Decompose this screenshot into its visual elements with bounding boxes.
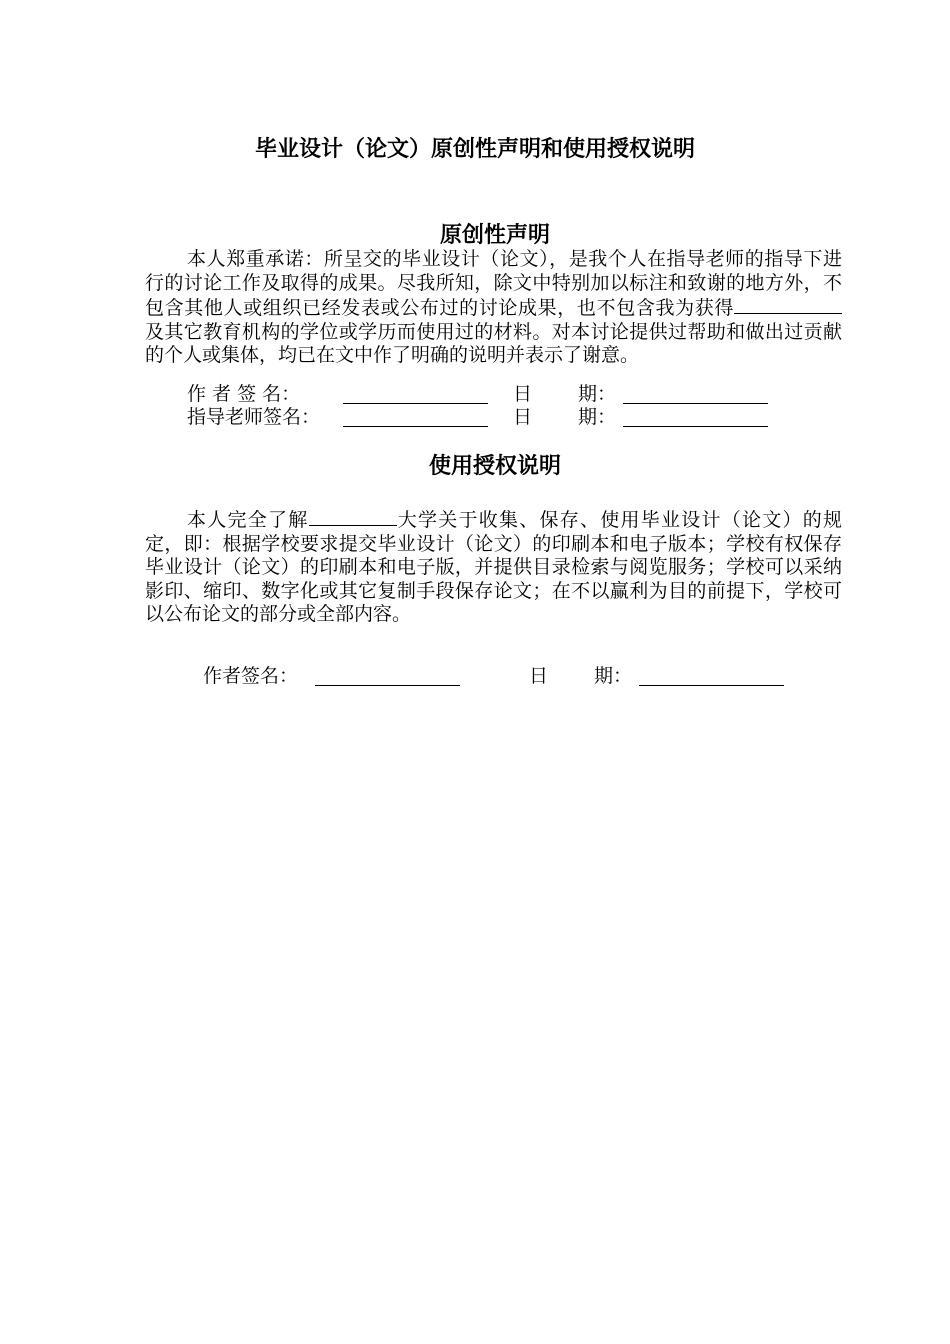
author-date-label-ri: 日 [513, 383, 533, 405]
university-name-blank[interactable] [309, 507, 397, 526]
authorization-sign-line[interactable] [315, 685, 460, 686]
authorization-date-label-ri: 日 [529, 665, 549, 687]
originality-heading: 原创性声明 [439, 223, 550, 248]
degree-institution-blank[interactable] [734, 295, 842, 314]
authorization-date-label-qi: 期： [594, 665, 633, 687]
author-date-line[interactable] [623, 403, 768, 404]
authorization-sign-label: 作者签名： [203, 665, 299, 687]
author-date-label-qi: 期： [578, 383, 617, 405]
authorization-text-before: 本人完全了解 [187, 509, 309, 531]
author-sign-label: 作 者 签 名： [187, 383, 301, 405]
authorization-date-line[interactable] [639, 685, 784, 686]
main-title: 毕业设计（论文）原创性声明和使用授权说明 [254, 137, 695, 162]
originality-text-after: 及其它教育机构的学位或学历而使用过的材料。对本讨论提供过帮助和做出过贡献的个人或集体，均已在文中作了明确的说明并表示了谢意。 [145, 320, 842, 366]
advisor-sign-label: 指导老师签名： [187, 406, 321, 428]
author-sign-line[interactable] [343, 403, 488, 404]
advisor-date-line[interactable] [623, 426, 768, 427]
advisor-date-label-ri: 日 [513, 406, 533, 428]
advisor-sign-line[interactable] [343, 426, 488, 427]
authorization-paragraph [145, 507, 842, 627]
originality-paragraph [145, 248, 842, 368]
authorization-heading: 使用授权说明 [428, 454, 561, 479]
advisor-date-label-qi: 期： [578, 406, 617, 428]
authorization-text-after: 大学关于收集、保存、使用毕业设计（论文）的规定，即：根据学校要求提交毕业设计（论文）的印刷本和电子版本；学校有权保存毕业设计（论文）的印刷本和电子版，并提供目录检索与阅览服务；学校可以采纳影印、缩印、数字化或其它复制手段保存论文；在不以赢利为目的前提下，学校可以公布论文的部分或全部内容。 [145, 509, 842, 625]
originality-text-before: 本人郑重承诺：所呈交的毕业设计（论文），是我个人在指导老师的指导下进行的讨论工作及取得的成果。尽我所知，除文中特别加以标注和致谢的地方外，不包含其他人或组织已经发表或公布过的讨论成果，也不包含我为获得 [145, 248, 842, 319]
